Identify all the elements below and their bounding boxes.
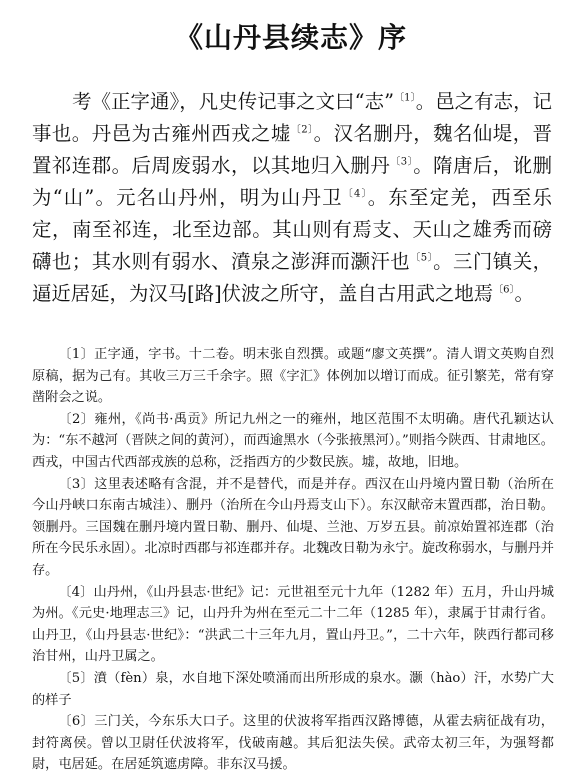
body-segment: 。隋唐后，讹删为“山”。元名山丹州，明为山丹卫 (32, 154, 553, 209)
footnote-5: 〔5〕濆（fèn）泉，水自地下深处喷涌而出所形成的泉水。灏（hào）汗，水势广大的样子 (32, 670, 554, 708)
footnotes (32, 344, 554, 776)
body-segment: 。三门镇关，逼近居延，为汉马[路]伏波之所守，盖自古用武之地焉 (32, 250, 553, 305)
note-marker: 〔4〕 (342, 188, 368, 200)
note-marker: 〔6〕 (493, 284, 515, 296)
note-marker: 〔1〕 (393, 92, 416, 104)
footnote-3: 〔3〕这里表述略有含混，并不是替代，而是并存。西汉在山丹境内置日勒（治所在今山丹峡口东南古城洼）、删丹（治所在今山丹焉支山下）。东汉献帝末置西郡，治日勒。领删丹。三国魏在删丹境内置日勒、删丹、仙堤、兰池、万岁五县。前凉始置祁连郡（治所在今民乐永固）。北凉时西郡与祁连郡并存。北魏改日勒为永宁。旋改称弱水，与删丹并存。 (32, 476, 554, 578)
document-title: 《山丹县续志》序 (174, 21, 407, 54)
preface-paragraph (32, 86, 552, 310)
footnote-1: 〔1〕正字通，字书。十二卷。明末张自烈撰。或题“廖文英撰”。清人谓文英购自烈原稿，据为己有。其收三万三千余字。照《字汇》体例加以增订而成。征引繁芜，常有穿凿附会之说。 (32, 347, 554, 406)
body-segment: 。东至定羌，西至乐定，南至祁连，北至边部。其山则有焉支、天山之雄秀而磅礴也；其水则有弱水、濆泉之澎湃而灏汗也 (32, 186, 553, 273)
body-segment: 。汉名删丹，魏名仙堤，晋置祁连郡。后周废弱水，以其地归入删丹 (32, 122, 553, 177)
note-marker: 〔3〕 (390, 156, 414, 168)
note-marker: 〔2〕 (290, 124, 314, 136)
footnote-4: 〔4〕山丹州，《山丹县志·世纪》记：元世祖至元十九年（1282 年）五月，升山丹城为州。《元史·地理志三》记，山丹升为州在至元二十二年（1285 年），隶属于甘肃行省。山丹卫，《山丹县志·世纪》：“洪武二十三年九月，置山丹卫。”，二十六年，陕西行都司移治甘州，山丹卫属之。 (32, 584, 554, 665)
body-segment: 。邑之有志，记事也。丹邑为古雍州西戎之墟 (32, 90, 552, 145)
note-marker: 〔5〕 (410, 252, 434, 264)
footnote-6: 〔6〕三门关，今东乐大口子。这里的伏波将军指西汉路博德，从霍去病征战有功，封符离侯。曾以卫尉任伏波将军，伐破南越。其后犯法失侯。武帝太初三年，为强弩都尉，屯居延。在居延筑遮虏障。非东汉马援。 (32, 714, 554, 773)
body-segment: 考《正字通》，凡史传记事之文曰“志” (72, 90, 394, 113)
body-segment: 。 (514, 282, 534, 305)
footnote-2: 〔2〕雍州，《尚书·禹贡》所记九州之一的雍州，地区范围不太明确。唐代孔颖达认为：“东不越河（晋陕之间的黄河），而西逾黑水（今张掖黑河）。”则指今陕西、甘肃地区。西戎，中国古代西部戎族的总称，泛指西方的少数民族。墟，故地，旧地。 (32, 411, 554, 470)
